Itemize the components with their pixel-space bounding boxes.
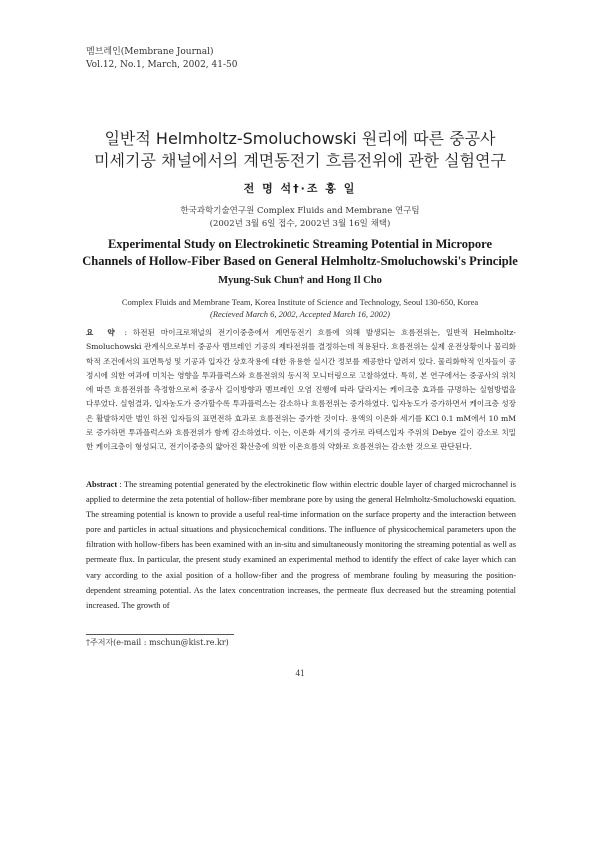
korean-abstract-label: 요 약 (86, 328, 119, 337)
journal-volume-info: Vol.12, No.1, March, 2002, 41-50 (86, 60, 238, 70)
english-abstract-text: : The streaming potential generated by the electrokinetic flow within electric double layer of charged microchannel is applied to determine the zeta potential of hollow-fiber membrane pore by using the general Helmholtz-Smoluchowski equation. The streaming potential is known to provide a useful real-time information on the surface property and the interaction between pore and particles in actual situations and physicochemical conditions. The influence of physicochemical parameters upon the filtration with hollow-fibers has been examined with an in-situ and simultaneously monitoring the streaming potential as well as permeate flux. In particular, the present study examined an experimental method to identify the effect of cake layer which can vary according to the axial position of a hollow-fiber and the progress of membrane fouling by measuring the position-dependent streaming potential. As the latex concentration increases, the permeate flux decreased but the streaming potential increased. The growth of (86, 480, 517, 610)
korean-dates: (2002년 3월 6일 접수, 2002년 3월 16일 채택) (209, 219, 391, 229)
footnote: †주저자(e-mail : mschun@kist.re.kr) (86, 638, 229, 647)
korean-abstract-text: : 하전된 마이크로채널의 전기이중층에서 계면동전기 흐름에 의해 발생되는 흐름전위는, 일반적 Helmholtz-Smoluchowski 관계식으로부터 중공사 멤브레인 기공의 제타전위를 결정하는데 적용된다. 흐름전위는 실제 운전상황이나 물리화학적 조건에서의 표면특성 및 기공과 입자간 상호작용에 대한 유용한 실시간 정보를 제공한다 알려져 있다. 물리화학적 인자들이 공정시에 의한 여과에 미치는 영향을 투과플럭스와 흐름전위의 동시적 모니터링으로 고찰하였다. 특히, 본 연구에서는 중공사의 위치에 따른 흐름전위를 측정함으로써 중공사 길이방향과 멤브레인 오염 진행에 따라 달라지는 케이크층 효과를 규명하는 실험방법을 다루었다. 실험결과, 입자농도가 증가할수록 투과플럭스는 감소하나 흐름전위는 증가하였다. 입자농도가 증가하면서 케이크층 성장은 활발하지만 벌인 하전 입자들의 표면전하 효과로 흐름전위는 증가한 것이다. 용액의 이온화 세기를 KCl 0.1 mM에서 10 mM로 증가하면 투과플럭스와 흐름전위가 함께 감소하였다. 이는, 이온화 세기의 증가로 라텍스입자 주위의 Debye 길이 감소로 치밀한 케이크층이 형성되고, 전기이중층의 얇아진 확산층에 의한 이온흐름의 약화로 흐름전위는 감소한 것으로 판단된다. (86, 328, 516, 452)
korean-title (0, 128, 600, 172)
english-title-line-2: Channels of Hollow-Fiber Based on General Helmholtz-Smoluchowski's Principle (82, 254, 518, 268)
journal-header (86, 46, 237, 72)
english-title (0, 236, 600, 270)
journal-name: 멤브레인(Membrane Journal) (86, 47, 214, 57)
english-dates: (Recieved March 6, 2002, Accepted March 16, 2002) (209, 309, 390, 319)
korean-affiliation: 한국과학기술연구원 Complex Fluids and Membrane 연구팀 (180, 206, 420, 216)
korean-affiliation-block (0, 205, 600, 231)
korean-abstract (86, 326, 516, 455)
footnote-divider (86, 634, 234, 635)
english-abstract (86, 477, 516, 613)
english-abstract-label: Abstract (86, 480, 118, 489)
english-title-line-1: Experimental Study on Electrokinetic Streaming Potential in Micropore (107, 237, 493, 251)
korean-title-line-2: 미세기공 채널에서의 계면동전기 흐름전위에 관한 실험연구 (94, 151, 506, 170)
english-authors: Myung-Suk Chun† and Hong Il Cho (218, 275, 382, 286)
korean-title-line-1: 일반적 Helmholtz-Smoluchowski 원리에 따른 중공사 (104, 129, 496, 148)
korean-authors: 전 명 석†·조 홍 일 (243, 182, 357, 195)
english-affiliation-block (0, 296, 600, 320)
english-affiliation: Complex Fluids and Membrane Team, Korea Institute of Science and Technology, Seoul 130-650, Korea (121, 297, 479, 307)
page-number: 41 (295, 668, 305, 678)
